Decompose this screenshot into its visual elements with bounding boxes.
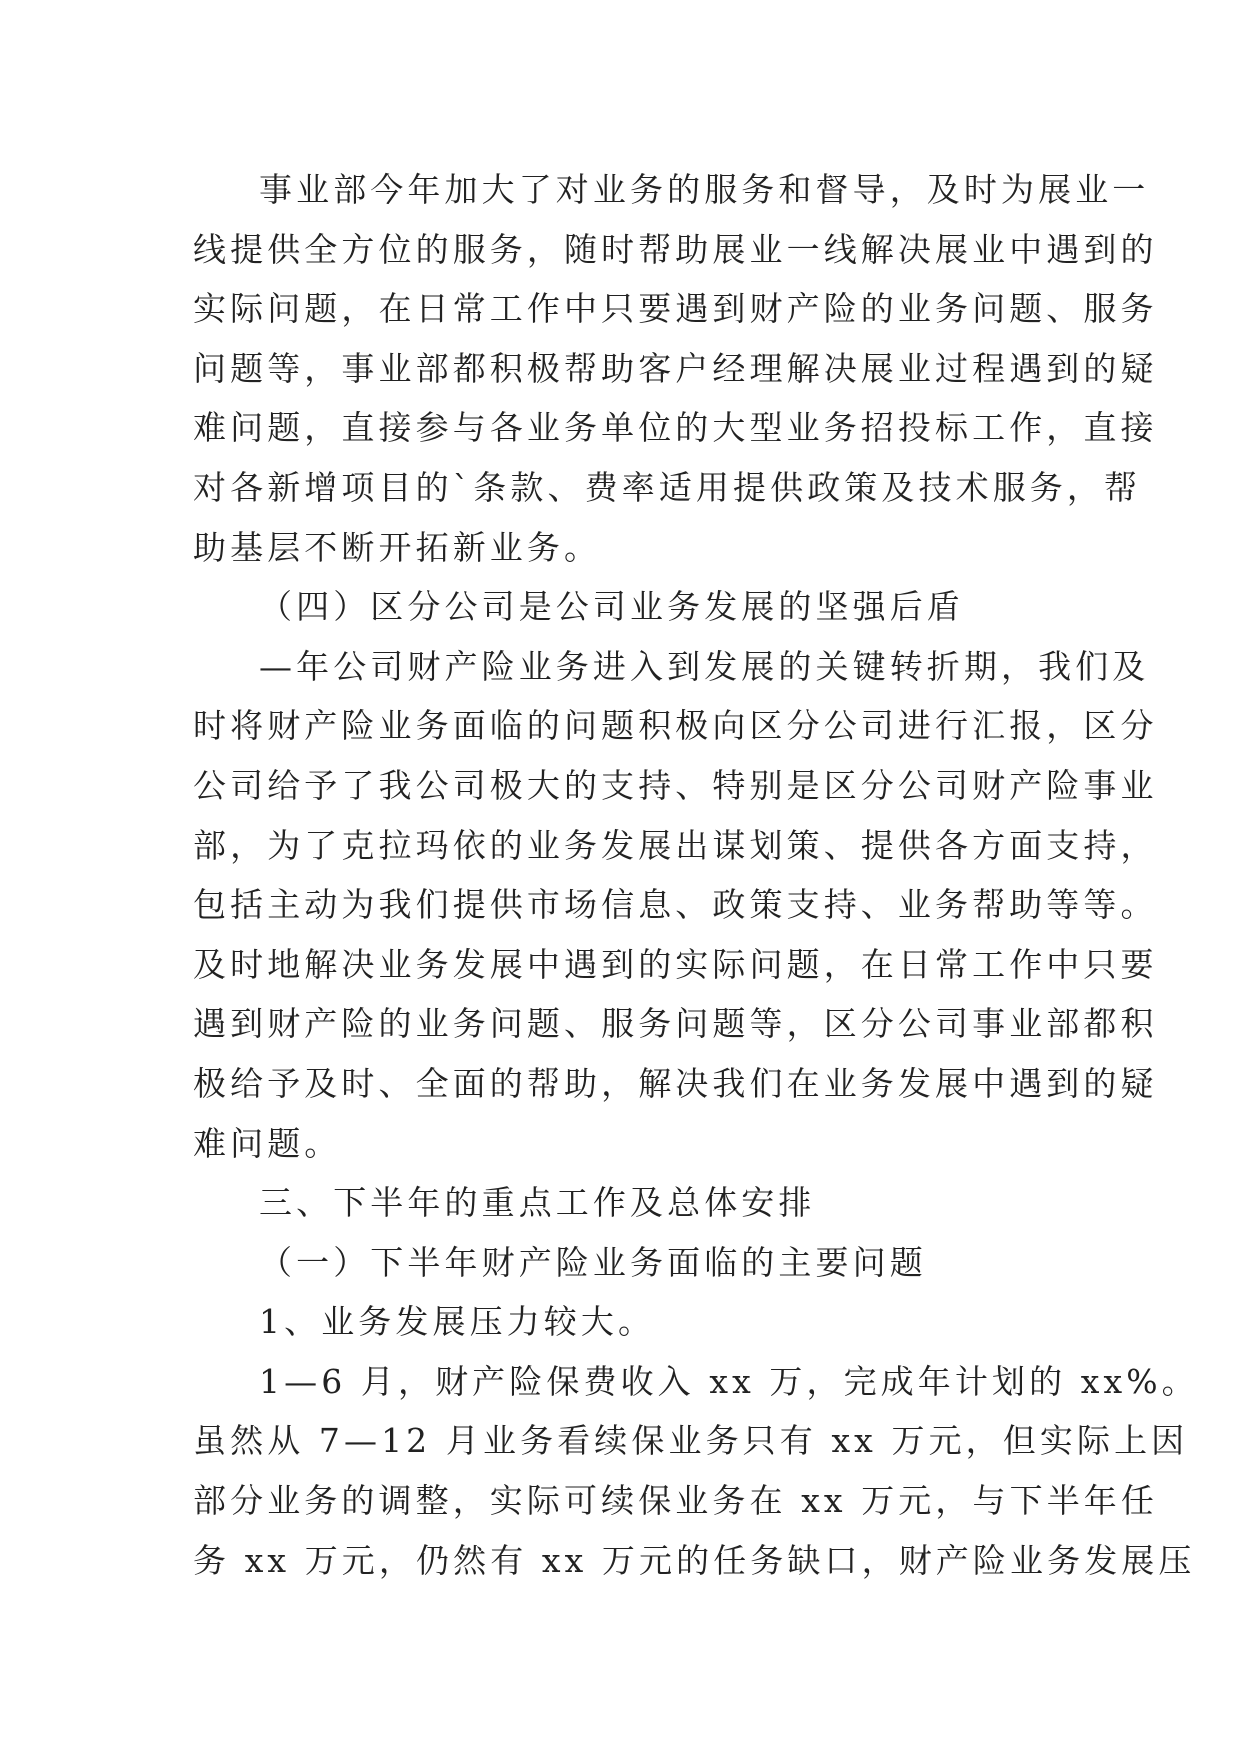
paragraph-line: 问题等，事业部都积极帮助客户经理解决展业过程遇到的疑	[193, 348, 1158, 388]
paragraph-line: 公司给予了我公司极大的支持、特别是区分公司财产险事业	[193, 765, 1158, 805]
body-text	[193, 160, 1199, 1590]
paragraph-line: 难问题。	[193, 1123, 342, 1163]
paragraph-line: 助基层不断开拓新业务。	[193, 527, 602, 567]
paragraph-line: 时将财产险业务面临的问题积极向区分公司进行汇报，区分	[193, 706, 1158, 746]
paragraph-line: 遇到财产险的业务问题、服务问题等，区分公司事业部都积	[193, 1004, 1158, 1044]
paragraph-line: 极给予及时、全面的帮助，解决我们在业务发展中遇到的疑	[193, 1063, 1158, 1103]
numbered-item-one: 1、业务发展压力较大。	[259, 1302, 656, 1342]
paragraph-line: 线提供全方位的服务，随时帮助展业一线解决展业中遇到的	[193, 229, 1158, 269]
subsection-heading-one: （一）下半年财产险业务面临的主要问题	[259, 1242, 927, 1282]
paragraph-line: 虽然从 7—12 月业务看续保业务只有 xx 万元，但实际上因	[193, 1421, 1189, 1461]
paragraph-line: 难问题，直接参与各业务单位的大型业务招投标工作，直接	[193, 408, 1158, 448]
section-heading-four: （四）区分公司是公司业务发展的坚强后盾	[259, 587, 964, 627]
paragraph-line: 对各新增项目的`条款、费率适用提供政策及技术服务，帮	[193, 467, 1142, 507]
paragraph-line: 及时地解决业务发展中遇到的实际问题，在日常工作中只要	[193, 944, 1158, 984]
paragraph-line: 事业部今年加大了对业务的服务和督导，及时为展业一	[259, 170, 1150, 209]
paragraph-line: 务 xx 万元，仍然有 xx 万元的任务缺口，财产险业务发展压	[193, 1540, 1196, 1580]
paragraph-line: 实际问题，在日常工作中只要遇到财产险的业务问题、服务	[193, 289, 1158, 329]
paragraph-line: 1—6 月，财产险保费收入 xx 万，完成年计划的 xx%。	[259, 1361, 1199, 1401]
paragraph-line: —年公司财产险业务进入到发展的关键转折期，我们及	[259, 646, 1150, 686]
paragraph-line: 部分业务的调整，实际可续保业务在 xx 万元，与下半年任	[193, 1481, 1159, 1521]
section-heading-three: 三、下半年的重点工作及总体安排	[259, 1183, 816, 1223]
paragraph-line: 包括主动为我们提供市场信息、政策支持、业务帮助等等。	[193, 885, 1158, 925]
paragraph-line: 部，为了克拉玛依的业务发展出谋划策、提供各方面支持，	[193, 825, 1158, 865]
